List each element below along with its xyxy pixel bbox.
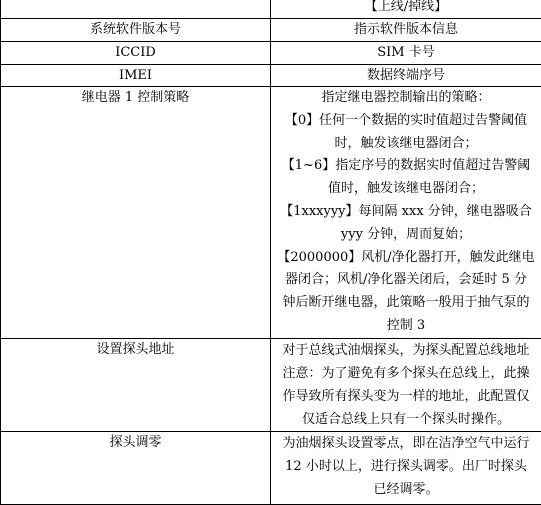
description-line: 为油烟探头设置零点，即在洁净空气中运行	[275, 432, 537, 455]
description-line: 【1~6】指定序号的数据实时值超过告警阈	[275, 155, 537, 178]
description-line: 【上线/掉线】	[275, 0, 537, 18]
row-description	[271, 0, 541, 19]
row-description	[271, 65, 541, 87]
description-line: 控制 3	[275, 315, 537, 338]
row-label	[1, 0, 271, 19]
row-label: ICCID	[1, 42, 271, 65]
row-label: 探头调零	[1, 431, 271, 504]
table-row	[1, 87, 541, 339]
description-line: 钟后断开继电器，此策略一般用于抽气泵的	[275, 292, 537, 315]
description-line: 12 小时以上，进行探头调零。出厂时探头	[275, 455, 537, 478]
row-description	[271, 87, 541, 339]
table-row	[1, 431, 541, 504]
description-line: 器闭合；风机/净化器关闭后，会延时 5 分	[275, 269, 537, 292]
row-label: 系统软件版本号	[1, 19, 271, 42]
table-row	[1, 42, 541, 65]
description-line: 对于总线式油烟探头，为探头配置总线地址	[275, 339, 537, 362]
row-description	[271, 42, 541, 65]
row-label: 设置探头地址	[1, 338, 271, 431]
row-description	[271, 19, 541, 42]
description-line: 已经调零。	[275, 478, 537, 501]
description-line: 【0】任何一个数据的实时值超过告警阈值	[275, 110, 537, 133]
row-label: 继电器 1 控制策略	[1, 87, 271, 339]
row-description	[271, 431, 541, 504]
description-line: 数据终端序号	[275, 65, 537, 86]
description-line: 值时，触发该继电器闭合；	[275, 178, 537, 201]
description-line: 时，触发该继电器闭合；	[275, 133, 537, 156]
table-row	[1, 0, 541, 19]
row-label: IMEI	[1, 65, 271, 87]
description-line: 仅适合总线上只有一个探头时操作。	[275, 408, 537, 431]
description-line: SIM 卡号	[275, 42, 537, 63]
table-row	[1, 19, 541, 42]
description-line: 【1xxxyyy】每间隔 xxx 分钟，继电器吸合	[275, 201, 537, 224]
description-line: 注意：为了避免有多个探头在总线上，此操	[275, 362, 537, 385]
table-row	[1, 65, 541, 87]
description-line: yyy 分钟，周而复始；	[275, 224, 537, 247]
description-line: 【2000000】风机/净化器打开，触发此继电	[275, 247, 537, 270]
description-line: 指定继电器控制输出的策略：	[275, 87, 537, 110]
table-row	[1, 338, 541, 431]
description-line: 指示软件版本信息	[275, 19, 537, 40]
row-description	[271, 338, 541, 431]
description-line: 作导致所有探头变为一样的地址，此配置仅	[275, 385, 537, 408]
